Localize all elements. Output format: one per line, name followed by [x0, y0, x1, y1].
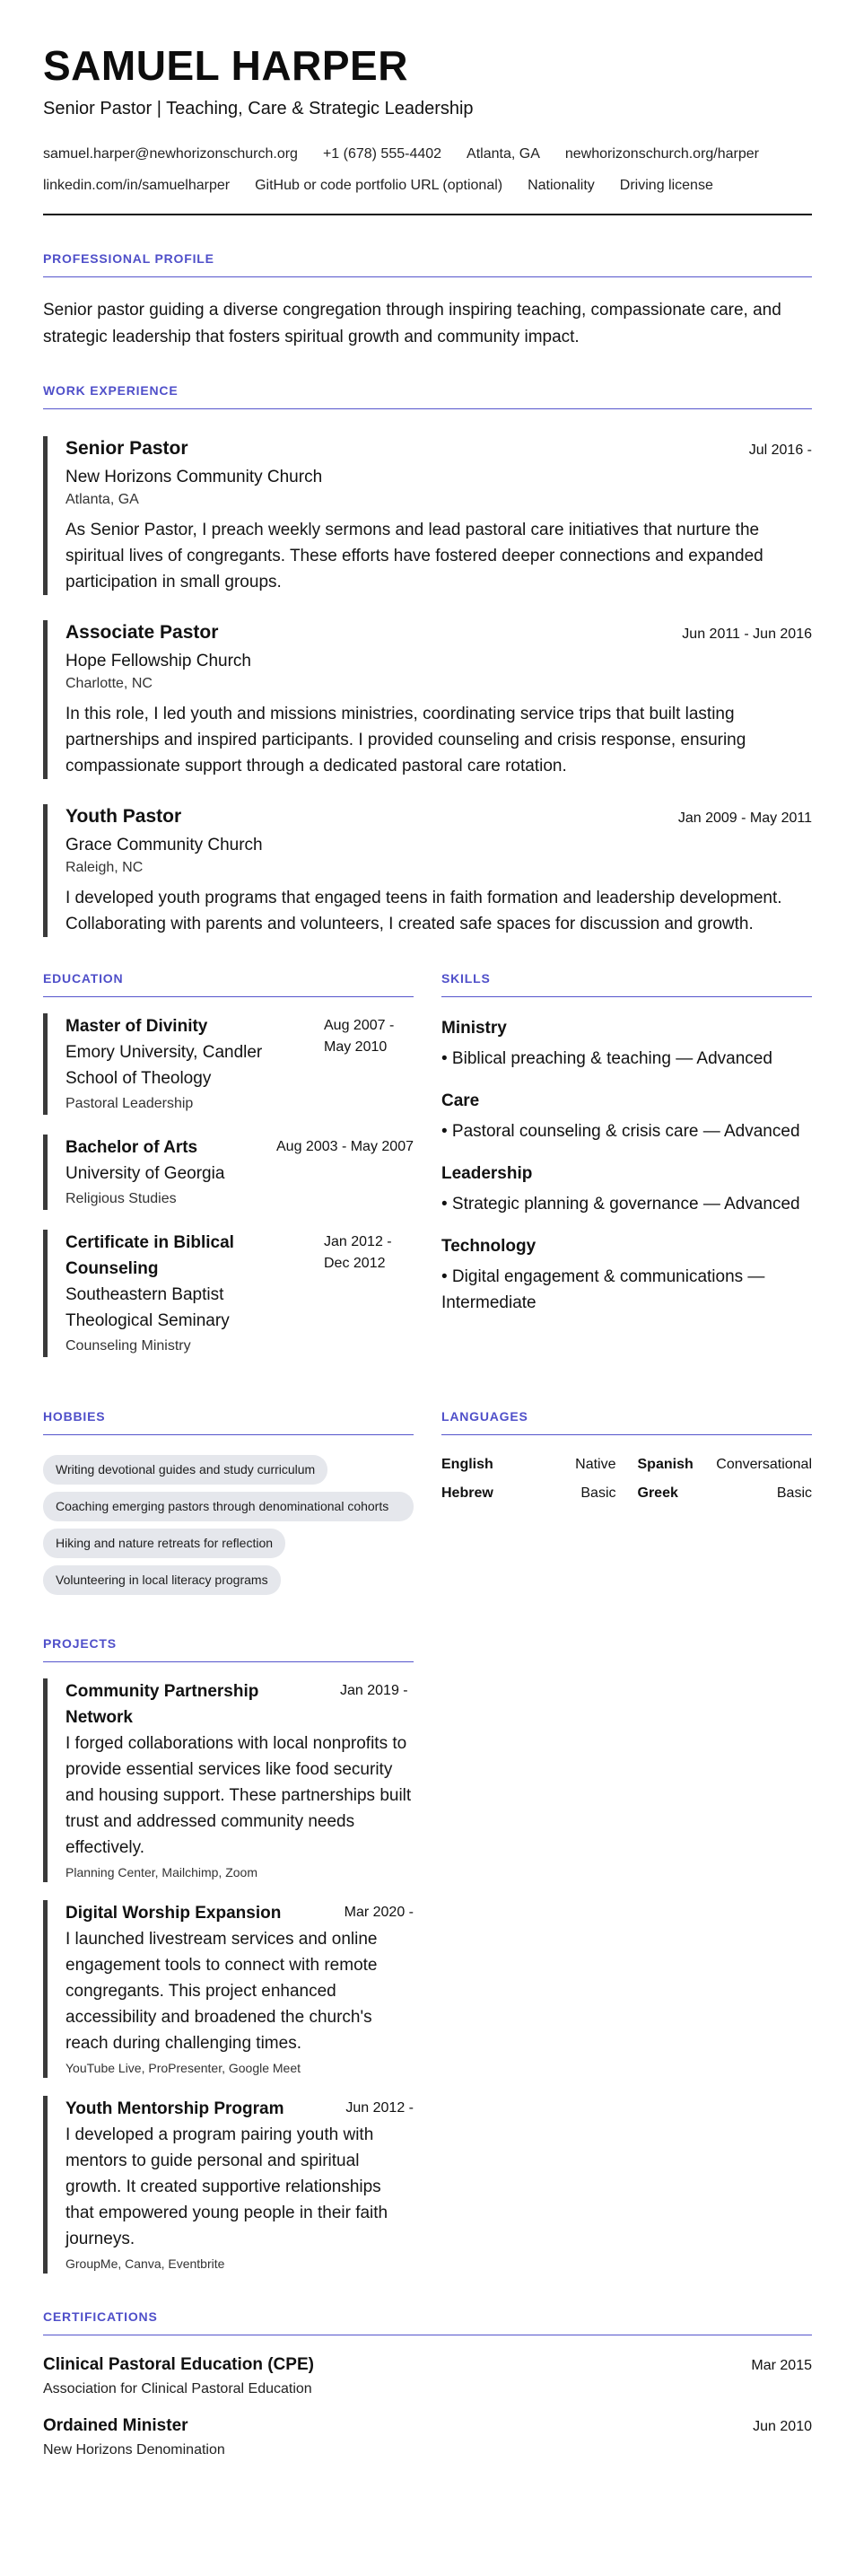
skill-category: Care: [441, 1091, 480, 1110]
candidate-name: SAMUEL HARPER: [43, 42, 408, 89]
hobbies-section: [43, 1409, 414, 1595]
work-date: Jun 2011 - Jun 2016: [682, 626, 812, 642]
education-degree: Certificate in Biblical Counseling: [65, 1233, 234, 1278]
work-description: As Senior Pastor, I preach weekly sermons and lead pastoral care initiatives that nurture the spiritual lives of congregants. These efforts have fostered deeper connections and expanded participation in small groups.: [65, 521, 763, 591]
work-description: In this role, I led youth and missions ministries, coordinating service trips that built lasting partnerships and inspired participants. I provided counseling and crisis response, ensuring compassionate support through a dedicated pastoral care rotation.: [65, 705, 746, 775]
certification-entry: [43, 2353, 812, 2400]
contact-website[interactable]: newhorizonschurch.org/harper: [564, 146, 759, 162]
education-section: [43, 971, 414, 1357]
certification-name: Clinical Pastoral Education (CPE): [43, 2355, 314, 2374]
project-date: Mar 2020 -: [344, 1905, 414, 1920]
section-title-profile: PROFESSIONAL PROFILE: [43, 251, 812, 277]
profile-summary: Senior pastor guiding a diverse congregation through inspiring teaching, compassionate care, and strategic leadership that fosters spiritual growth and community impact.: [43, 301, 781, 346]
language-level: Native: [575, 1457, 616, 1472]
header-divider: [43, 214, 812, 215]
education-entry: [43, 1013, 414, 1115]
section-title-education: EDUCATION: [43, 971, 414, 997]
skill-item: • Biblical preaching & teaching — Advanced: [441, 1049, 772, 1068]
project-name: Digital Worship Expansion: [65, 1904, 282, 1923]
work-entry: [43, 436, 812, 595]
hobbies-languages-row: [43, 1409, 812, 1595]
project-entry: [43, 1900, 414, 2078]
skill-category: Ministry: [441, 1019, 507, 1038]
language-name: Hebrew: [441, 1485, 493, 1501]
language-name: Greek: [637, 1485, 678, 1501]
work-experience-section: [43, 383, 812, 937]
skill-group: [441, 1017, 812, 1072]
work-role: Senior Pastor: [65, 438, 188, 459]
education-institution: University of Georgia: [65, 1164, 225, 1183]
education-skills-row: [43, 971, 812, 1357]
contact-linkedin[interactable]: linkedin.com/in/samuelharper: [43, 178, 231, 193]
education-date: Aug 2007 - May 2010: [324, 1018, 395, 1055]
contact-email[interactable]: samuel.harper@newhorizonschurch.org: [43, 146, 298, 162]
language-level: Conversational: [716, 1457, 812, 1472]
education-date: Aug 2003 - May 2007: [276, 1139, 414, 1154]
project-tools: GroupMe, Canva, Eventbrite: [65, 2256, 225, 2271]
work-organization: New Horizons Community Church: [65, 468, 323, 486]
project-entry: [43, 2096, 414, 2274]
certification-issuer: Association for Clinical Pastoral Education: [43, 2381, 312, 2396]
work-role: Associate Pastor: [65, 622, 219, 643]
language-item: [638, 1485, 813, 1502]
candidate-headline: Senior Pastor | Teaching, Care & Strategic Leadership: [43, 99, 474, 118]
education-entry: [43, 1135, 414, 1210]
work-location: Atlanta, GA: [65, 492, 139, 507]
work-organization: Hope Fellowship Church: [65, 652, 251, 670]
education-field: Counseling Ministry: [65, 1338, 191, 1354]
work-organization: Grace Community Church: [65, 836, 263, 854]
section-title-certifications: CERTIFICATIONS: [43, 2309, 812, 2335]
education-degree: Bachelor of Arts: [65, 1138, 198, 1157]
project-description: I launched livestream services and online engagement tools to connect with remote congregants. This project enhanced accessibility and broadened the church's reach during challenging times.: [65, 1930, 378, 2053]
work-role: Youth Pastor: [65, 806, 182, 827]
projects-section: [43, 1636, 414, 2274]
education-institution: Southeastern Baptist Theological Seminary: [65, 1285, 230, 1330]
certification-date: Mar 2015: [751, 2358, 812, 2373]
project-name: Youth Mentorship Program: [65, 2099, 284, 2118]
skill-item: • Strategic planning & governance — Advanced: [441, 1195, 800, 1214]
certification-name: Ordained Minister: [43, 2416, 188, 2435]
languages-section: [441, 1409, 812, 1595]
work-date: Jan 2009 - May 2011: [677, 810, 812, 826]
work-date: Jul 2016 -: [748, 442, 812, 458]
education-degree: Master of Divinity: [65, 1017, 208, 1036]
project-date: Jun 2012 -: [345, 2100, 414, 2116]
certifications-section: [43, 2309, 812, 2461]
project-tools: YouTube Live, ProPresenter, Google Meet: [65, 2061, 301, 2075]
hobby-chip: Writing devotional guides and study curriculum: [43, 1455, 327, 1485]
section-title-projects: PROJECTS: [43, 1636, 414, 1662]
education-field: Religious Studies: [65, 1191, 177, 1206]
education-field: Pastoral Leadership: [65, 1096, 194, 1111]
project-date: Jan 2019 -: [340, 1683, 408, 1698]
work-entry: [43, 804, 812, 937]
section-title-hobbies: HOBBIES: [43, 1409, 414, 1435]
skill-item: • Digital engagement & communications — Intermediate: [441, 1267, 765, 1312]
skill-category: Technology: [441, 1237, 537, 1256]
hobby-list: [43, 1455, 414, 1595]
section-title-languages: LANGUAGES: [441, 1409, 812, 1435]
education-entry: [43, 1230, 414, 1357]
education-institution: Emory University, Candler School of Theology: [65, 1043, 263, 1088]
contact-phone[interactable]: +1 (678) 555-4402: [322, 146, 442, 162]
language-item: [638, 1457, 813, 1473]
hobby-chip: Volunteering in local literacy programs: [43, 1565, 281, 1595]
section-title-work: WORK EXPERIENCE: [43, 383, 812, 409]
certification-entry: [43, 2414, 812, 2461]
work-location: Raleigh, NC: [65, 860, 144, 875]
language-name: Spanish: [637, 1457, 694, 1472]
language-name: English: [441, 1457, 493, 1472]
work-location: Charlotte, NC: [65, 676, 153, 691]
language-level: Basic: [776, 1485, 812, 1501]
section-title-skills: SKILLS: [441, 971, 812, 997]
skill-category: Leadership: [441, 1164, 533, 1183]
skill-group: [441, 1090, 812, 1144]
language-list: [441, 1457, 812, 1502]
education-date: Jan 2012 - Dec 2012: [324, 1234, 392, 1271]
project-description: I forged collaborations with local nonprofits to provide essential services like food security and housing support. These partnerships built trust and addressed community needs effectively.: [65, 1734, 412, 1857]
language-item: [441, 1457, 616, 1473]
contact-driving-license: Driving license: [619, 178, 713, 193]
contact-github[interactable]: GitHub or code portfolio URL (optional): [255, 178, 503, 193]
contact-info: [43, 138, 812, 201]
resume-header: [43, 41, 812, 215]
work-description: I developed youth programs that engaged teens in faith formation and leadership development. Collaborating with parents and volunteers, I created safe spaces for discussion and growth.: [65, 889, 782, 933]
hobby-chip: Hiking and nature retreats for reflection: [43, 1529, 285, 1558]
contact-location: Atlanta, GA: [467, 146, 540, 162]
certification-issuer: New Horizons Denomination: [43, 2442, 225, 2458]
work-entry: [43, 620, 812, 779]
project-name: Community Partnership Network: [65, 1682, 259, 1727]
skill-group: [441, 1235, 812, 1316]
project-description: I developed a program pairing youth with mentors to guide personal and spiritual growth. It created supportive relationships that empowered young people in their faith journeys.: [65, 2125, 388, 2248]
hobby-chip: Coaching emerging pastors through denominational cohorts: [43, 1492, 414, 1521]
project-entry: [43, 1678, 414, 1882]
profile-section: [43, 251, 812, 351]
contact-nationality: Nationality: [528, 178, 595, 193]
language-level: Basic: [580, 1485, 616, 1501]
project-tools: Planning Center, Mailchimp, Zoom: [65, 1865, 257, 1879]
skills-section: [441, 971, 812, 1357]
skill-group: [441, 1162, 812, 1217]
certification-date: Jun 2010: [753, 2419, 812, 2434]
language-item: [441, 1485, 616, 1502]
skill-item: • Pastoral counseling & crisis care — Advanced: [441, 1122, 800, 1141]
